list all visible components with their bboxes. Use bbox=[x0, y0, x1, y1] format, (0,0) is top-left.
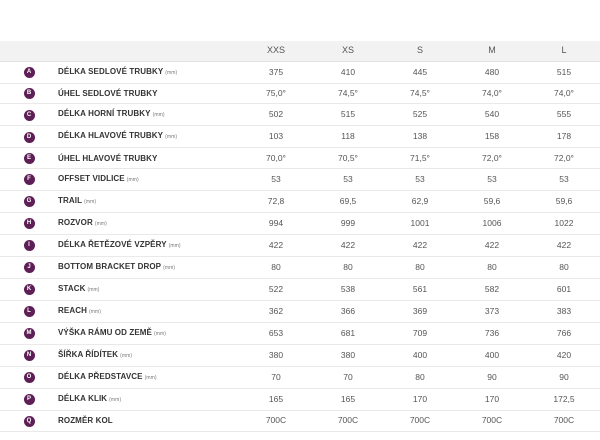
geometry-table bbox=[0, 41, 600, 432]
measurement-unit: (mm) bbox=[152, 112, 165, 119]
measurement-label: DÉLKA PŘEDSTAVCE bbox=[58, 371, 143, 381]
measurement-label: ROZVOR bbox=[58, 217, 93, 227]
measurement-unit: (mm) bbox=[144, 374, 157, 381]
value-cell-s: 400 bbox=[384, 344, 456, 366]
value-cell-xxs: 70 bbox=[240, 366, 312, 388]
measurement-unit: (mm) bbox=[94, 220, 107, 227]
value-cell-m: 170 bbox=[456, 388, 528, 410]
value-cell-l: 383 bbox=[528, 300, 600, 322]
row-marker-cell bbox=[0, 168, 58, 190]
value-cell-l: 601 bbox=[528, 278, 600, 300]
row-marker-cell bbox=[0, 388, 58, 410]
value-cell-xxs: 502 bbox=[240, 104, 312, 126]
value-cell-l: 766 bbox=[528, 322, 600, 344]
value-cell-xs: 165 bbox=[312, 388, 384, 410]
table-row bbox=[0, 190, 600, 212]
measurement-label-cell bbox=[58, 410, 240, 431]
value-cell-l: 80 bbox=[528, 256, 600, 278]
value-cell-xs: 700C bbox=[312, 410, 384, 431]
value-cell-xxs: 80 bbox=[240, 256, 312, 278]
value-cell-m: 540 bbox=[456, 104, 528, 126]
value-cell-m: 158 bbox=[456, 126, 528, 148]
value-cell-s: 74,5° bbox=[384, 83, 456, 104]
measurement-unit: (mm) bbox=[168, 242, 181, 249]
row-marker-cell bbox=[0, 104, 58, 126]
table-row bbox=[0, 126, 600, 148]
value-cell-xs: 53 bbox=[312, 168, 384, 190]
measurement-letter-badge: Q bbox=[24, 416, 35, 427]
size-header-xxs: XXS bbox=[240, 41, 312, 61]
measurement-label: REACH bbox=[58, 305, 87, 315]
value-cell-xs: 681 bbox=[312, 322, 384, 344]
value-cell-xxs: 375 bbox=[240, 61, 312, 83]
measurement-label: VÝŠKA RÁMU OD ZEMĚ bbox=[58, 327, 152, 337]
row-marker-cell bbox=[0, 278, 58, 300]
table-row bbox=[0, 212, 600, 234]
row-marker-cell bbox=[0, 61, 58, 83]
measurement-unit: (mm) bbox=[126, 176, 139, 183]
measurement-letter-badge: C bbox=[24, 110, 35, 121]
size-header-m: M bbox=[456, 41, 528, 61]
value-cell-m: 373 bbox=[456, 300, 528, 322]
value-cell-l: 420 bbox=[528, 344, 600, 366]
measurement-label-cell bbox=[58, 278, 240, 300]
table-row bbox=[0, 148, 600, 169]
measurement-label-cell bbox=[58, 234, 240, 256]
value-cell-m: 80 bbox=[456, 256, 528, 278]
row-marker-cell bbox=[0, 126, 58, 148]
measurement-letter-badge: P bbox=[24, 394, 35, 405]
value-cell-xs: 410 bbox=[312, 61, 384, 83]
value-cell-xs: 80 bbox=[312, 256, 384, 278]
value-cell-m: 480 bbox=[456, 61, 528, 83]
measurement-label-cell bbox=[58, 300, 240, 322]
value-cell-m: 400 bbox=[456, 344, 528, 366]
table-row bbox=[0, 300, 600, 322]
row-marker-cell bbox=[0, 83, 58, 104]
row-marker-cell bbox=[0, 410, 58, 431]
value-cell-xs: 515 bbox=[312, 104, 384, 126]
measurement-label: DÉLKA HORNÍ TRUBKY bbox=[58, 109, 151, 119]
value-cell-m: 53 bbox=[456, 168, 528, 190]
value-cell-l: 178 bbox=[528, 126, 600, 148]
value-cell-xxs: 994 bbox=[240, 212, 312, 234]
table-row bbox=[0, 388, 600, 410]
size-header-s: S bbox=[384, 41, 456, 61]
table-row bbox=[0, 104, 600, 126]
value-cell-m: 422 bbox=[456, 234, 528, 256]
value-cell-l: 172,5 bbox=[528, 388, 600, 410]
measurement-label-cell bbox=[58, 126, 240, 148]
measurement-label-cell bbox=[58, 256, 240, 278]
value-cell-xxs: 72,8 bbox=[240, 190, 312, 212]
measurement-label-cell bbox=[58, 168, 240, 190]
value-cell-xxs: 362 bbox=[240, 300, 312, 322]
value-cell-s: 422 bbox=[384, 234, 456, 256]
value-cell-s: 709 bbox=[384, 322, 456, 344]
value-cell-m: 74,0° bbox=[456, 83, 528, 104]
value-cell-s: 62,9 bbox=[384, 190, 456, 212]
value-cell-xxs: 700C bbox=[240, 410, 312, 431]
measurement-letter-badge: A bbox=[24, 67, 35, 78]
measurement-letter-badge: M bbox=[24, 328, 35, 339]
geometry-table-body bbox=[0, 61, 600, 431]
table-row bbox=[0, 83, 600, 104]
value-cell-m: 736 bbox=[456, 322, 528, 344]
value-cell-s: 80 bbox=[384, 256, 456, 278]
measurement-label: DÉLKA ŘETĚZOVÉ VZPĚRY bbox=[58, 239, 167, 249]
value-cell-s: 53 bbox=[384, 168, 456, 190]
value-cell-xxs: 103 bbox=[240, 126, 312, 148]
measurement-label-cell bbox=[58, 388, 240, 410]
measurement-letter-badge: I bbox=[24, 240, 35, 251]
measurement-label: OFFSET VIDLICE bbox=[58, 173, 125, 183]
table-row bbox=[0, 366, 600, 388]
measurement-letter-badge: L bbox=[24, 306, 35, 317]
measurement-label-cell bbox=[58, 190, 240, 212]
row-marker-cell bbox=[0, 212, 58, 234]
table-row bbox=[0, 234, 600, 256]
measurement-letter-badge: K bbox=[24, 284, 35, 295]
value-cell-xxs: 422 bbox=[240, 234, 312, 256]
value-cell-l: 74,0° bbox=[528, 83, 600, 104]
measurement-letter-badge: H bbox=[24, 218, 35, 229]
size-header-l: L bbox=[528, 41, 600, 61]
value-cell-xs: 118 bbox=[312, 126, 384, 148]
row-marker-cell bbox=[0, 256, 58, 278]
value-cell-s: 170 bbox=[384, 388, 456, 410]
measurement-label-cell bbox=[58, 366, 240, 388]
value-cell-xxs: 53 bbox=[240, 168, 312, 190]
row-marker-cell bbox=[0, 366, 58, 388]
measurement-unit: (mm) bbox=[153, 330, 167, 337]
row-marker-cell bbox=[0, 190, 58, 212]
measurement-label: STACK bbox=[58, 283, 86, 293]
measurement-letter-badge: E bbox=[24, 153, 35, 164]
measurement-unit: (mm) bbox=[165, 134, 178, 141]
value-cell-l: 90 bbox=[528, 366, 600, 388]
value-cell-l: 555 bbox=[528, 104, 600, 126]
measurement-label-cell bbox=[58, 344, 240, 366]
value-cell-l: 422 bbox=[528, 234, 600, 256]
value-cell-xxs: 653 bbox=[240, 322, 312, 344]
value-cell-s: 561 bbox=[384, 278, 456, 300]
row-marker-cell bbox=[0, 148, 58, 169]
value-cell-m: 582 bbox=[456, 278, 528, 300]
value-cell-xs: 999 bbox=[312, 212, 384, 234]
row-marker-cell bbox=[0, 300, 58, 322]
value-cell-s: 1001 bbox=[384, 212, 456, 234]
measurement-label-cell bbox=[58, 148, 240, 169]
value-cell-xs: 380 bbox=[312, 344, 384, 366]
measurement-label: DÉLKA SEDLOVÉ TRUBKY bbox=[58, 66, 164, 76]
measurement-letter-badge: G bbox=[24, 196, 35, 207]
value-cell-m: 700C bbox=[456, 410, 528, 431]
table-row bbox=[0, 168, 600, 190]
value-cell-l: 700C bbox=[528, 410, 600, 431]
measurement-letter-badge: O bbox=[24, 372, 35, 383]
value-cell-xxs: 522 bbox=[240, 278, 312, 300]
value-cell-s: 71,5° bbox=[384, 148, 456, 169]
value-cell-s: 369 bbox=[384, 300, 456, 322]
value-cell-s: 525 bbox=[384, 104, 456, 126]
value-cell-s: 445 bbox=[384, 61, 456, 83]
value-cell-l: 59,6 bbox=[528, 190, 600, 212]
measurement-label: ŠÍŘKA ŘÍDÍTEK bbox=[58, 349, 119, 359]
value-cell-xxs: 70,0° bbox=[240, 148, 312, 169]
measurement-label-cell bbox=[58, 212, 240, 234]
value-cell-xxs: 380 bbox=[240, 344, 312, 366]
value-cell-s: 700C bbox=[384, 410, 456, 431]
table-row bbox=[0, 410, 600, 431]
header-badge-cell bbox=[0, 41, 58, 61]
value-cell-xs: 70 bbox=[312, 366, 384, 388]
value-cell-l: 53 bbox=[528, 168, 600, 190]
value-cell-xs: 366 bbox=[312, 300, 384, 322]
header-row bbox=[0, 41, 600, 61]
table-row bbox=[0, 278, 600, 300]
value-cell-m: 1006 bbox=[456, 212, 528, 234]
row-marker-cell bbox=[0, 322, 58, 344]
measurement-letter-badge: N bbox=[24, 350, 35, 361]
measurement-label-cell bbox=[58, 83, 240, 104]
size-header-xs: XS bbox=[312, 41, 384, 61]
measurement-unit: (mm) bbox=[163, 264, 176, 271]
measurement-unit: (mm) bbox=[88, 308, 102, 315]
value-cell-l: 515 bbox=[528, 61, 600, 83]
measurement-unit: (mm) bbox=[109, 396, 122, 403]
measurement-letter-badge: J bbox=[24, 262, 35, 273]
measurement-letter-badge: F bbox=[24, 174, 35, 185]
table-row bbox=[0, 322, 600, 344]
value-cell-s: 138 bbox=[384, 126, 456, 148]
measurement-label-cell bbox=[58, 61, 240, 83]
measurement-label: ÚHEL SEDLOVÉ TRUBKY bbox=[58, 88, 158, 98]
header-label-cell bbox=[58, 41, 240, 61]
table-row bbox=[0, 256, 600, 278]
measurement-label: BOTTOM BRACKET DROP bbox=[58, 261, 162, 271]
table-row bbox=[0, 344, 600, 366]
table-row bbox=[0, 61, 600, 83]
value-cell-xs: 69,5 bbox=[312, 190, 384, 212]
measurement-letter-badge: D bbox=[24, 132, 35, 143]
value-cell-m: 72,0° bbox=[456, 148, 528, 169]
value-cell-xxs: 75,0° bbox=[240, 83, 312, 104]
value-cell-xxs: 165 bbox=[240, 388, 312, 410]
value-cell-l: 1022 bbox=[528, 212, 600, 234]
value-cell-xs: 70,5° bbox=[312, 148, 384, 169]
row-marker-cell bbox=[0, 234, 58, 256]
value-cell-m: 59,6 bbox=[456, 190, 528, 212]
value-cell-l: 72,0° bbox=[528, 148, 600, 169]
measurement-unit: (mm) bbox=[84, 198, 97, 205]
value-cell-xs: 74,5° bbox=[312, 83, 384, 104]
measurement-unit: (mm) bbox=[87, 286, 100, 293]
measurement-label-cell bbox=[58, 322, 240, 344]
value-cell-xs: 538 bbox=[312, 278, 384, 300]
measurement-letter-badge: B bbox=[24, 88, 35, 99]
measurement-unit: (mm) bbox=[165, 69, 178, 76]
row-marker-cell bbox=[0, 344, 58, 366]
measurement-label: DÉLKA KLIK bbox=[58, 393, 108, 403]
measurement-unit: (mm) bbox=[120, 352, 133, 359]
value-cell-xs: 422 bbox=[312, 234, 384, 256]
value-cell-m: 90 bbox=[456, 366, 528, 388]
measurement-label: DÉLKA HLAVOVÉ TRUBKY bbox=[58, 131, 164, 141]
measurement-label: ÚHEL HLAVOVÉ TRUBKY bbox=[58, 153, 158, 163]
measurement-label-cell bbox=[58, 104, 240, 126]
measurement-label: ROZMĚR KOL bbox=[58, 416, 113, 426]
measurement-label: TRAIL bbox=[58, 195, 83, 205]
value-cell-s: 80 bbox=[384, 366, 456, 388]
